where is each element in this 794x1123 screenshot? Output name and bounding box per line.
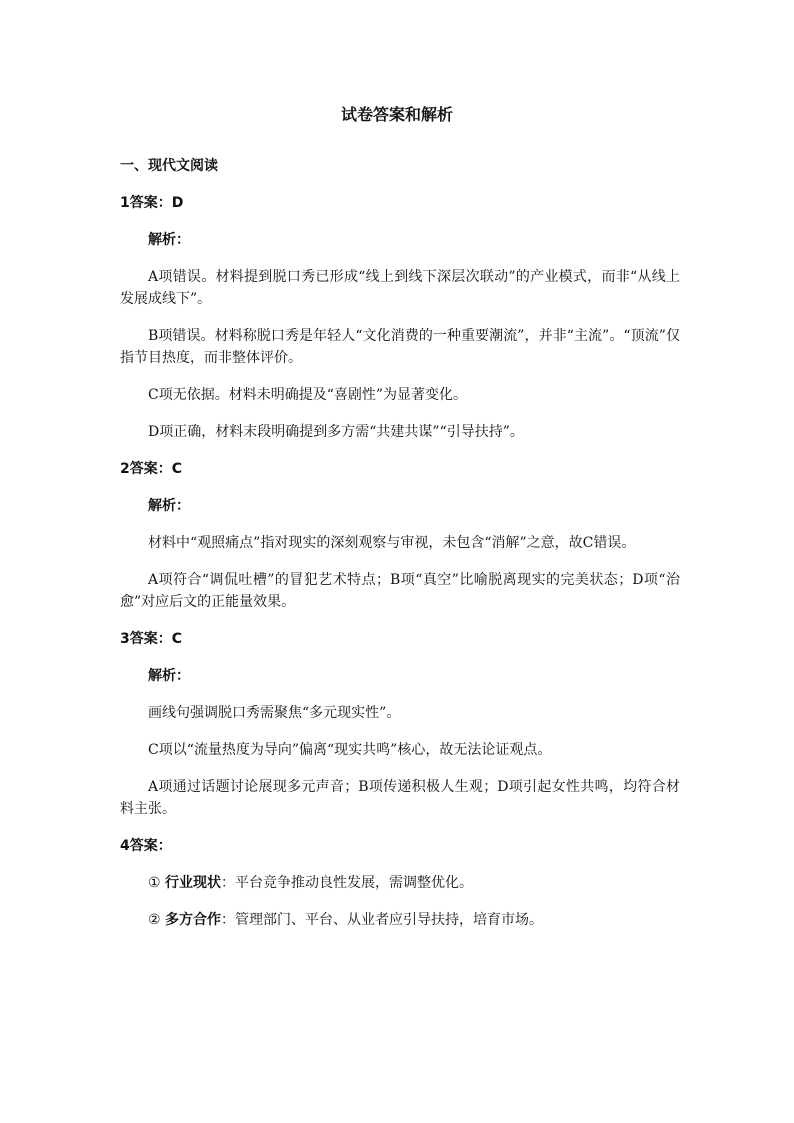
q4-list-item: [120, 872, 680, 894]
q4-list-item: [120, 909, 680, 931]
section-heading: 一、现代文阅读: [120, 158, 218, 174]
q3-analysis-label: 解析：: [148, 668, 190, 684]
q1-paragraph: A项错误。材料提到脱口秀已形成“线上到线下深层次联动”的产业模式，而非“从线上发展成线下”。: [120, 269, 680, 307]
list-marker: ①: [148, 875, 161, 891]
q4-answer: 4答案：: [120, 838, 172, 854]
q1-analysis-label: 解析：: [148, 232, 190, 248]
list-item-text: ：管理部门、平台、从业者应引导扶持，培育市场。: [221, 912, 544, 928]
list-item-text: ：平台竞争推动良性发展，需调整优化。: [221, 875, 474, 891]
q1-paragraph: B项错误。材料称脱口秀是年轻人“文化消费的一种重要潮流”，并非“主流”。“顶流”仅指节目热度，而非整体评价。: [120, 328, 680, 366]
q2-answer: 2答案：C: [120, 461, 183, 477]
q2-analysis-label: 解析：: [148, 498, 190, 514]
list-marker: ②: [148, 912, 161, 928]
q3-paragraph: A项通过话题讨论展现多元声音；B项传递积极人生观；D项引起女性共鸣，均符合材料主张。: [120, 779, 680, 817]
q1-paragraph: C项无依据。材料未明确提及“喜剧性”为显著变化。: [148, 387, 468, 403]
q1-paragraph: D项正确，材料末段明确提到多方需“共建共谋”“引导扶持”。: [148, 424, 524, 440]
page-title: 试卷答案和解析: [340, 105, 453, 124]
q2-paragraph: 材料中“观照痛点”指对现实的深刻观察与审视，未包含“消解”之意，故C错误。: [148, 535, 636, 551]
q3-paragraph: 画线句强调脱口秀需聚焦“多元现实性”。: [148, 705, 401, 721]
q3-paragraph: C项以“流量热度为导向”偏离“现实共鸣”核心，故无法论证观点。: [148, 742, 552, 758]
q3-answer: 3答案：C: [120, 631, 183, 647]
document-content: [120, 155, 680, 946]
q1-answer: 1答案：D: [120, 195, 184, 211]
q2-paragraph: A项符合“调侃吐槽”的冒犯艺术特点；B项“真空”比喻脱离现实的完美状态；D项“治愈”对应后文的正能量效果。: [120, 572, 680, 610]
list-item-key: 行业现状: [165, 875, 222, 891]
list-item-key: 多方合作: [165, 912, 222, 928]
